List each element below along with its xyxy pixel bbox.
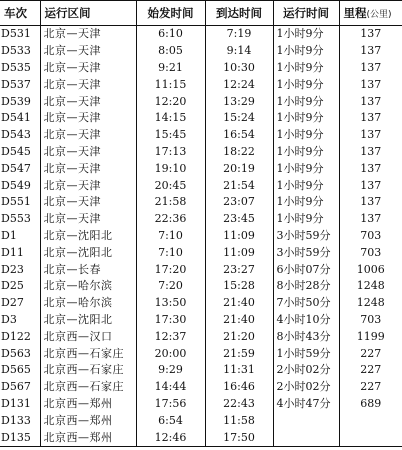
header-distance-label: 里程 <box>343 6 367 20</box>
cell-distance: 703 <box>339 228 402 245</box>
cell-arrive: 15:24 <box>205 110 273 127</box>
table-row <box>0 110 402 127</box>
header-depart: 始发时间 <box>136 1 205 26</box>
table-row <box>0 211 402 228</box>
cell-route: 北京西—石家庄 <box>40 379 136 396</box>
cell-duration: 1小时9分 <box>273 26 339 43</box>
cell-duration <box>273 429 339 446</box>
cell-train: D565 <box>1 363 31 377</box>
cell-arrive: 13:29 <box>205 93 273 110</box>
table-row <box>0 396 402 413</box>
cell-arrive: 22:43 <box>205 396 273 413</box>
cell-duration: 1小时9分 <box>273 160 339 177</box>
cell-train: D11 <box>1 245 24 259</box>
table-row <box>0 26 402 43</box>
table-row <box>0 228 402 245</box>
cell-depart: 7:10 <box>136 228 205 245</box>
cell-train: D25 <box>1 279 24 293</box>
cell-depart: 12:37 <box>136 328 205 345</box>
cell-depart: 17:20 <box>136 261 205 278</box>
cell-route: 北京—天津 <box>40 211 136 228</box>
header-train: 车次 <box>0 1 40 26</box>
cell-route: 北京—天津 <box>40 43 136 60</box>
cell-distance: 1248 <box>339 295 402 312</box>
cell-arrive: 23:27 <box>205 261 273 278</box>
cell-duration: 1小时9分 <box>273 144 339 161</box>
cell-train: D545 <box>1 144 31 158</box>
cell-route: 北京—天津 <box>40 76 136 93</box>
cell-distance: 137 <box>339 211 402 228</box>
cell-train: D135 <box>0 429 40 446</box>
cell-arrive: 21:54 <box>205 177 273 194</box>
cell-duration: 4小时10分 <box>273 312 339 329</box>
cell-train: D122 <box>1 329 31 343</box>
cell-train: D549 <box>1 178 31 192</box>
cell-depart: 8:05 <box>136 43 205 60</box>
cell-depart: 7:20 <box>136 278 205 295</box>
cell-distance: 227 <box>339 362 402 379</box>
header-distance <box>339 1 402 26</box>
table-row <box>0 93 402 110</box>
cell-distance: 137 <box>339 60 402 77</box>
cell-depart: 11:15 <box>136 76 205 93</box>
cell-route: 北京—天津 <box>40 144 136 161</box>
table-row <box>0 278 402 295</box>
cell-depart: 21:58 <box>136 194 205 211</box>
table-row <box>0 328 402 345</box>
cell-distance: 137 <box>339 110 402 127</box>
table-row <box>0 379 402 396</box>
cell-duration: 8小时28分 <box>273 278 339 295</box>
cell-train: D533 <box>1 44 31 58</box>
cell-depart: 7:10 <box>136 244 205 261</box>
cell-train: D563 <box>1 346 31 360</box>
table-row <box>0 177 402 194</box>
cell-depart: 17:56 <box>136 396 205 413</box>
table-row <box>0 60 402 77</box>
cell-route: 北京西—郑州 <box>40 429 136 446</box>
cell-depart: 13:50 <box>136 295 205 312</box>
cell-distance: 137 <box>339 76 402 93</box>
cell-train: D1 <box>1 228 17 242</box>
cell-distance: 689 <box>339 396 402 413</box>
table-row <box>0 127 402 144</box>
cell-train: D551 <box>1 195 31 209</box>
cell-arrive: 11:09 <box>205 228 273 245</box>
cell-depart: 6:54 <box>136 412 205 429</box>
cell-duration: 1小时9分 <box>273 43 339 60</box>
cell-arrive: 21:40 <box>205 295 273 312</box>
cell-distance <box>339 412 402 429</box>
cell-distance: 137 <box>339 93 402 110</box>
cell-train: D539 <box>1 94 31 108</box>
cell-arrive: 23:45 <box>205 211 273 228</box>
cell-arrive: 21:59 <box>205 345 273 362</box>
cell-distance: 137 <box>339 177 402 194</box>
cell-depart: 19:10 <box>136 160 205 177</box>
cell-route: 北京西—郑州 <box>40 412 136 429</box>
cell-distance: 137 <box>339 43 402 60</box>
cell-distance: 137 <box>339 160 402 177</box>
cell-arrive: 10:30 <box>205 60 273 77</box>
table-row <box>0 312 402 329</box>
table-row <box>0 362 402 379</box>
cell-route: 北京—天津 <box>40 194 136 211</box>
cell-duration: 2小时02分 <box>273 379 339 396</box>
cell-distance: 227 <box>339 345 402 362</box>
cell-duration: 2小时02分 <box>273 362 339 379</box>
cell-route: 北京西—石家庄 <box>40 345 136 362</box>
cell-distance: 227 <box>339 379 402 396</box>
cell-depart: 20:45 <box>136 177 205 194</box>
cell-arrive: 23:07 <box>205 194 273 211</box>
header-arrive: 到达时间 <box>205 1 273 26</box>
cell-depart: 9:21 <box>136 60 205 77</box>
cell-depart: 14:44 <box>136 379 205 396</box>
cell-route: 北京—天津 <box>40 177 136 194</box>
cell-duration: 6小时07分 <box>273 261 339 278</box>
cell-duration: 1小时9分 <box>273 76 339 93</box>
cell-distance: 703 <box>339 244 402 261</box>
cell-distance <box>339 429 402 446</box>
cell-depart: 9:29 <box>136 362 205 379</box>
cell-route: 北京西—汉口 <box>40 328 136 345</box>
cell-arrive: 7:19 <box>205 26 273 43</box>
cell-distance: 137 <box>339 194 402 211</box>
cell-route: 北京—沈阳北 <box>40 244 136 261</box>
cell-train: D567 <box>1 380 31 394</box>
cell-distance: 1199 <box>339 328 402 345</box>
cell-arrive: 21:40 <box>205 312 273 329</box>
cell-train: D23 <box>1 262 24 276</box>
cell-route: 北京—沈阳北 <box>40 312 136 329</box>
cell-duration: 1小时9分 <box>273 194 339 211</box>
table-row <box>0 160 402 177</box>
cell-route: 北京—哈尔滨 <box>40 278 136 295</box>
cell-route: 北京西—石家庄 <box>40 362 136 379</box>
header-duration: 运行时间 <box>273 1 339 26</box>
table-row <box>0 244 402 261</box>
header-distance-unit: (公里) <box>366 10 392 20</box>
cell-duration: 1小时9分 <box>273 177 339 194</box>
cell-duration: 1小时9分 <box>273 127 339 144</box>
header-row <box>0 1 402 26</box>
cell-route: 北京—沈阳北 <box>40 228 136 245</box>
cell-train: D131 <box>1 396 31 410</box>
cell-duration: 1小时59分 <box>273 345 339 362</box>
cell-arrive: 11:31 <box>205 362 273 379</box>
cell-duration: 3小时59分 <box>273 244 339 261</box>
table-row <box>0 144 402 161</box>
cell-duration: 7小时50分 <box>273 295 339 312</box>
header-route: 运行区间 <box>40 1 136 26</box>
cell-train: D531 <box>1 27 31 41</box>
table-row <box>0 194 402 211</box>
cell-arrive: 15:28 <box>205 278 273 295</box>
cell-distance: 1248 <box>339 278 402 295</box>
cell-route: 北京—天津 <box>40 26 136 43</box>
cell-train: D543 <box>1 128 31 142</box>
cell-distance: 1006 <box>339 261 402 278</box>
cell-train: D535 <box>1 60 31 74</box>
cell-route: 北京—哈尔滨 <box>40 295 136 312</box>
cell-distance: 137 <box>339 127 402 144</box>
cell-route: 北京—天津 <box>40 160 136 177</box>
cell-route: 北京—天津 <box>40 127 136 144</box>
cell-route: 北京—天津 <box>40 93 136 110</box>
cell-arrive: 9:14 <box>205 43 273 60</box>
cell-depart: 14:15 <box>136 110 205 127</box>
cell-train: D553 <box>1 212 31 226</box>
cell-route: 北京西—郑州 <box>40 396 136 413</box>
cell-route: 北京—长春 <box>40 261 136 278</box>
cell-depart: 20:00 <box>136 345 205 362</box>
table-row <box>0 345 402 362</box>
cell-distance: 137 <box>339 144 402 161</box>
cell-arrive: 12:24 <box>205 76 273 93</box>
cell-duration: 8小时43分 <box>273 328 339 345</box>
cell-depart: 12:46 <box>136 429 205 446</box>
cell-depart: 22:36 <box>136 211 205 228</box>
table-row <box>0 76 402 93</box>
cell-route: 北京—天津 <box>40 110 136 127</box>
cell-duration: 1小时9分 <box>273 110 339 127</box>
cell-arrive: 11:58 <box>205 412 273 429</box>
cell-depart: 17:30 <box>136 312 205 329</box>
cell-duration: 1小时9分 <box>273 60 339 77</box>
cell-depart: 6:10 <box>136 26 205 43</box>
cell-depart: 17:13 <box>136 144 205 161</box>
cell-duration <box>273 412 339 429</box>
cell-train: D541 <box>1 111 31 125</box>
table-row <box>0 295 402 312</box>
cell-depart: 15:45 <box>136 127 205 144</box>
cell-arrive: 18:22 <box>205 144 273 161</box>
cell-duration: 4小时47分 <box>273 396 339 413</box>
cell-arrive: 16:54 <box>205 127 273 144</box>
cell-distance: 703 <box>339 312 402 329</box>
cell-arrive: 16:46 <box>205 379 273 396</box>
cell-distance: 137 <box>339 26 402 43</box>
cell-arrive: 17:50 <box>205 429 273 446</box>
cell-arrive: 21:20 <box>205 328 273 345</box>
cell-arrive: 11:09 <box>205 244 273 261</box>
cell-arrive: 20:19 <box>205 160 273 177</box>
cell-train: D547 <box>1 161 31 175</box>
cell-train: D133 <box>1 413 31 427</box>
cell-depart: 12:20 <box>136 93 205 110</box>
table-row <box>0 43 402 60</box>
cell-train: D27 <box>1 296 24 310</box>
table-row <box>0 261 402 278</box>
cell-route: 北京—天津 <box>40 60 136 77</box>
cell-train: D3 <box>1 312 17 326</box>
cell-duration: 1小时9分 <box>273 211 339 228</box>
cell-train: D537 <box>1 77 31 91</box>
table-row <box>0 429 402 446</box>
cell-duration: 1小时9分 <box>273 93 339 110</box>
table-row <box>0 412 402 429</box>
cell-duration: 3小时59分 <box>273 228 339 245</box>
